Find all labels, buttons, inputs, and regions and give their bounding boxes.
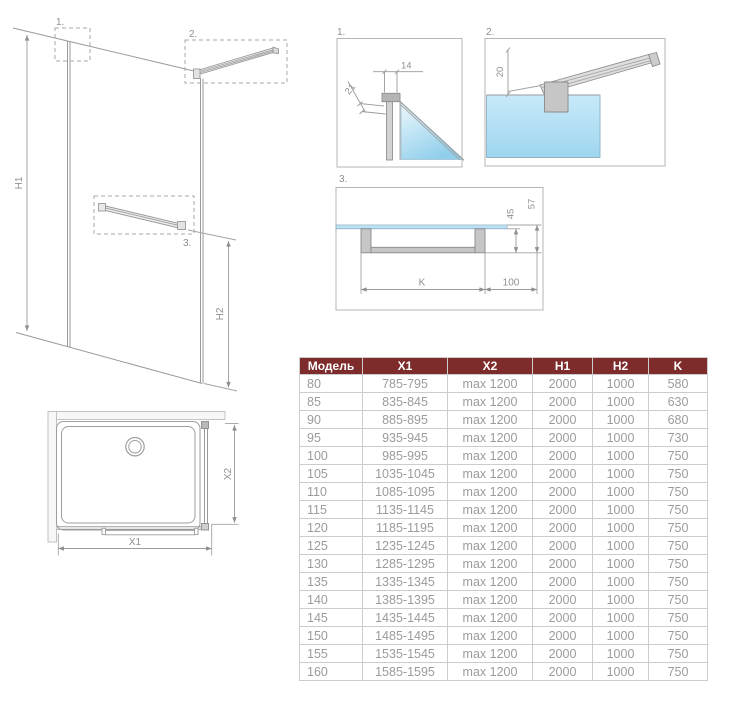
table-cell: 1035-1045	[363, 465, 448, 483]
table-cell: 145	[300, 609, 363, 627]
table-cell: 100	[300, 447, 363, 465]
table-cell: max 1200	[448, 429, 533, 447]
table-row	[300, 447, 708, 465]
detail-drawing-2	[478, 22, 673, 172]
table-cell: 2000	[533, 555, 593, 573]
dim-21-label: 21	[342, 81, 359, 97]
table-cell: 750	[649, 591, 708, 609]
table-cell: 150	[300, 627, 363, 645]
table-cell: 2000	[533, 663, 593, 681]
table-cell: 730	[649, 429, 708, 447]
table-cell: 105	[300, 465, 363, 483]
table-cell: max 1200	[448, 519, 533, 537]
table-cell: 1585-1595	[363, 663, 448, 681]
table-cell: 1085-1095	[363, 483, 448, 501]
table-cell: 1535-1545	[363, 645, 448, 663]
spec-table-body	[300, 375, 708, 681]
table-cell: 835-845	[363, 393, 448, 411]
table-cell: 1000	[593, 663, 649, 681]
table-cell: 750	[649, 609, 708, 627]
table-cell: max 1200	[448, 609, 533, 627]
table-header-cell: H2	[593, 358, 649, 375]
dim-45-label: 45	[505, 208, 517, 220]
table-cell: 1000	[593, 573, 649, 591]
table-cell: 1000	[593, 447, 649, 465]
table-row	[300, 519, 708, 537]
dim-20-label: 20	[495, 66, 506, 78]
glass-clamp	[545, 82, 569, 112]
x2-dimension	[212, 424, 239, 525]
towel-bar	[99, 204, 186, 230]
table-cell: max 1200	[448, 555, 533, 573]
table-cell: max 1200	[448, 375, 533, 393]
table-cell: 750	[649, 447, 708, 465]
table-header-cell: X1	[363, 358, 448, 375]
table-cell: 750	[649, 483, 708, 501]
h2-dim-label: H2	[215, 307, 226, 321]
detail-1-label: 1.	[337, 27, 346, 38]
table-cell: 90	[300, 411, 363, 429]
table-row	[300, 645, 708, 663]
table-row	[300, 609, 708, 627]
spec-table	[299, 357, 708, 681]
table-cell: 1000	[593, 537, 649, 555]
table-cell: 1000	[593, 555, 649, 573]
table-cell: 680	[649, 411, 708, 429]
callout-3-label: 3.	[183, 238, 192, 249]
table-row	[300, 537, 708, 555]
table-cell: 1185-1195	[363, 519, 448, 537]
table-cell: 750	[649, 555, 708, 573]
table-cell: 935-945	[363, 429, 448, 447]
table-cell: max 1200	[448, 465, 533, 483]
callout-box-1	[55, 28, 90, 61]
table-cell: 1135-1145	[363, 501, 448, 519]
detail-3-label: 3.	[339, 174, 348, 185]
table-cell: 1385-1395	[363, 591, 448, 609]
table-cell: 115	[300, 501, 363, 519]
table-row	[300, 591, 708, 609]
detail-drawing-3	[330, 170, 545, 315]
table-cell: 2000	[533, 393, 593, 411]
table-cell: 155	[300, 645, 363, 663]
table-cell: 1000	[593, 429, 649, 447]
table-cell: 95	[300, 429, 363, 447]
h1-dim-label: H1	[14, 176, 25, 190]
table-cell: 750	[649, 573, 708, 591]
table-cell: 1000	[593, 411, 649, 429]
table-row	[300, 375, 708, 393]
table-cell: 1485-1495	[363, 627, 448, 645]
table-cell: 1000	[593, 465, 649, 483]
table-row	[300, 573, 708, 591]
table-cell: max 1200	[448, 573, 533, 591]
table-row	[300, 393, 708, 411]
detail-drawing-1	[330, 22, 465, 172]
table-cell: 750	[649, 519, 708, 537]
table-cell: 750	[649, 627, 708, 645]
table-cell: max 1200	[448, 591, 533, 609]
table-cell: 2000	[533, 609, 593, 627]
callout-boxes	[55, 17, 287, 249]
table-cell: 985-995	[363, 447, 448, 465]
dim-k-label: K	[418, 277, 426, 289]
table-cell: 2000	[533, 537, 593, 555]
table-cell: 2000	[533, 645, 593, 663]
table-cell: 2000	[533, 573, 593, 591]
table-cell: 750	[649, 465, 708, 483]
table-cell: max 1200	[448, 627, 533, 645]
table-cell: max 1200	[448, 483, 533, 501]
table-cell: 110	[300, 483, 363, 501]
table-cell: 140	[300, 591, 363, 609]
table-cell: 2000	[533, 465, 593, 483]
dim-100-label: 100	[502, 277, 520, 289]
table-cell: 785-795	[363, 375, 448, 393]
table-cell: 750	[649, 537, 708, 555]
table-cell: 1000	[593, 591, 649, 609]
table-cell: 885-895	[363, 411, 448, 429]
h2-dimension	[188, 230, 237, 391]
table-cell: max 1200	[448, 447, 533, 465]
table-cell: 2000	[533, 501, 593, 519]
table-cell: 2000	[533, 591, 593, 609]
table-row	[300, 501, 708, 519]
table-cell: 1000	[593, 483, 649, 501]
x2-dim-label: X2	[223, 467, 234, 481]
table-cell: 750	[649, 645, 708, 663]
table-cell: 2000	[533, 519, 593, 537]
table-cell: 1285-1295	[363, 555, 448, 573]
table-row	[300, 663, 708, 681]
table-cell: 750	[649, 663, 708, 681]
glass-panel-outline	[13, 28, 203, 384]
table-cell: 1000	[593, 519, 649, 537]
table-cell: max 1200	[448, 393, 533, 411]
table-header-cell: H1	[533, 358, 593, 375]
table-cell: 1235-1245	[363, 537, 448, 555]
table-cell: max 1200	[448, 663, 533, 681]
table-cell: 2000	[533, 483, 593, 501]
callout-2-label: 2.	[189, 29, 198, 40]
x1-dim-label: X1	[128, 537, 142, 548]
table-row	[300, 627, 708, 645]
detail-2-label: 2.	[486, 27, 495, 38]
glass-pane-edge	[336, 225, 507, 229]
table-cell: 160	[300, 663, 363, 681]
support-bar-top-view	[202, 422, 209, 527]
table-cell: 130	[300, 555, 363, 573]
table-header-cell: K	[649, 358, 708, 375]
table-cell: 125	[300, 537, 363, 555]
support-bar	[194, 47, 279, 79]
table-cell: 1000	[593, 627, 649, 645]
table-cell: 1335-1345	[363, 573, 448, 591]
glass-pane	[487, 95, 601, 158]
table-cell: 80	[300, 375, 363, 393]
table-cell: 2000	[533, 627, 593, 645]
table-cell: 1000	[593, 645, 649, 663]
table-cell: max 1200	[448, 501, 533, 519]
table-cell: 2000	[533, 429, 593, 447]
top-view-drawing	[20, 398, 265, 583]
dim-14-label: 14	[401, 60, 412, 72]
table-row	[300, 465, 708, 483]
table-row	[300, 411, 708, 429]
table-cell: max 1200	[448, 411, 533, 429]
table-cell: 135	[300, 573, 363, 591]
table-cell: 120	[300, 519, 363, 537]
table-cell: 1000	[593, 375, 649, 393]
spec-table-header-row	[300, 358, 708, 375]
table-cell: 580	[649, 375, 708, 393]
dim-57-label: 57	[526, 198, 538, 210]
main-perspective-drawing	[0, 0, 330, 410]
h1-dimension	[14, 35, 27, 331]
table-cell: 1435-1445	[363, 609, 448, 627]
table-cell: 1000	[593, 609, 649, 627]
drain	[126, 438, 144, 456]
table-cell: max 1200	[448, 537, 533, 555]
callout-1-label: 1.	[56, 17, 65, 28]
table-header-cell: X2	[448, 358, 533, 375]
table-cell: 85	[300, 393, 363, 411]
table-cell: max 1200	[448, 645, 533, 663]
table-cell: 1000	[593, 501, 649, 519]
table-row	[300, 429, 708, 447]
table-row	[300, 555, 708, 573]
table-cell: 1000	[593, 393, 649, 411]
table-header-cell: Модель	[300, 358, 363, 375]
table-cell: 750	[649, 501, 708, 519]
table-cell: 2000	[533, 411, 593, 429]
table-cell: 2000	[533, 375, 593, 393]
table-cell: 630	[649, 393, 708, 411]
table-row	[300, 483, 708, 501]
table-cell: 2000	[533, 447, 593, 465]
shower-tray	[57, 422, 201, 531]
